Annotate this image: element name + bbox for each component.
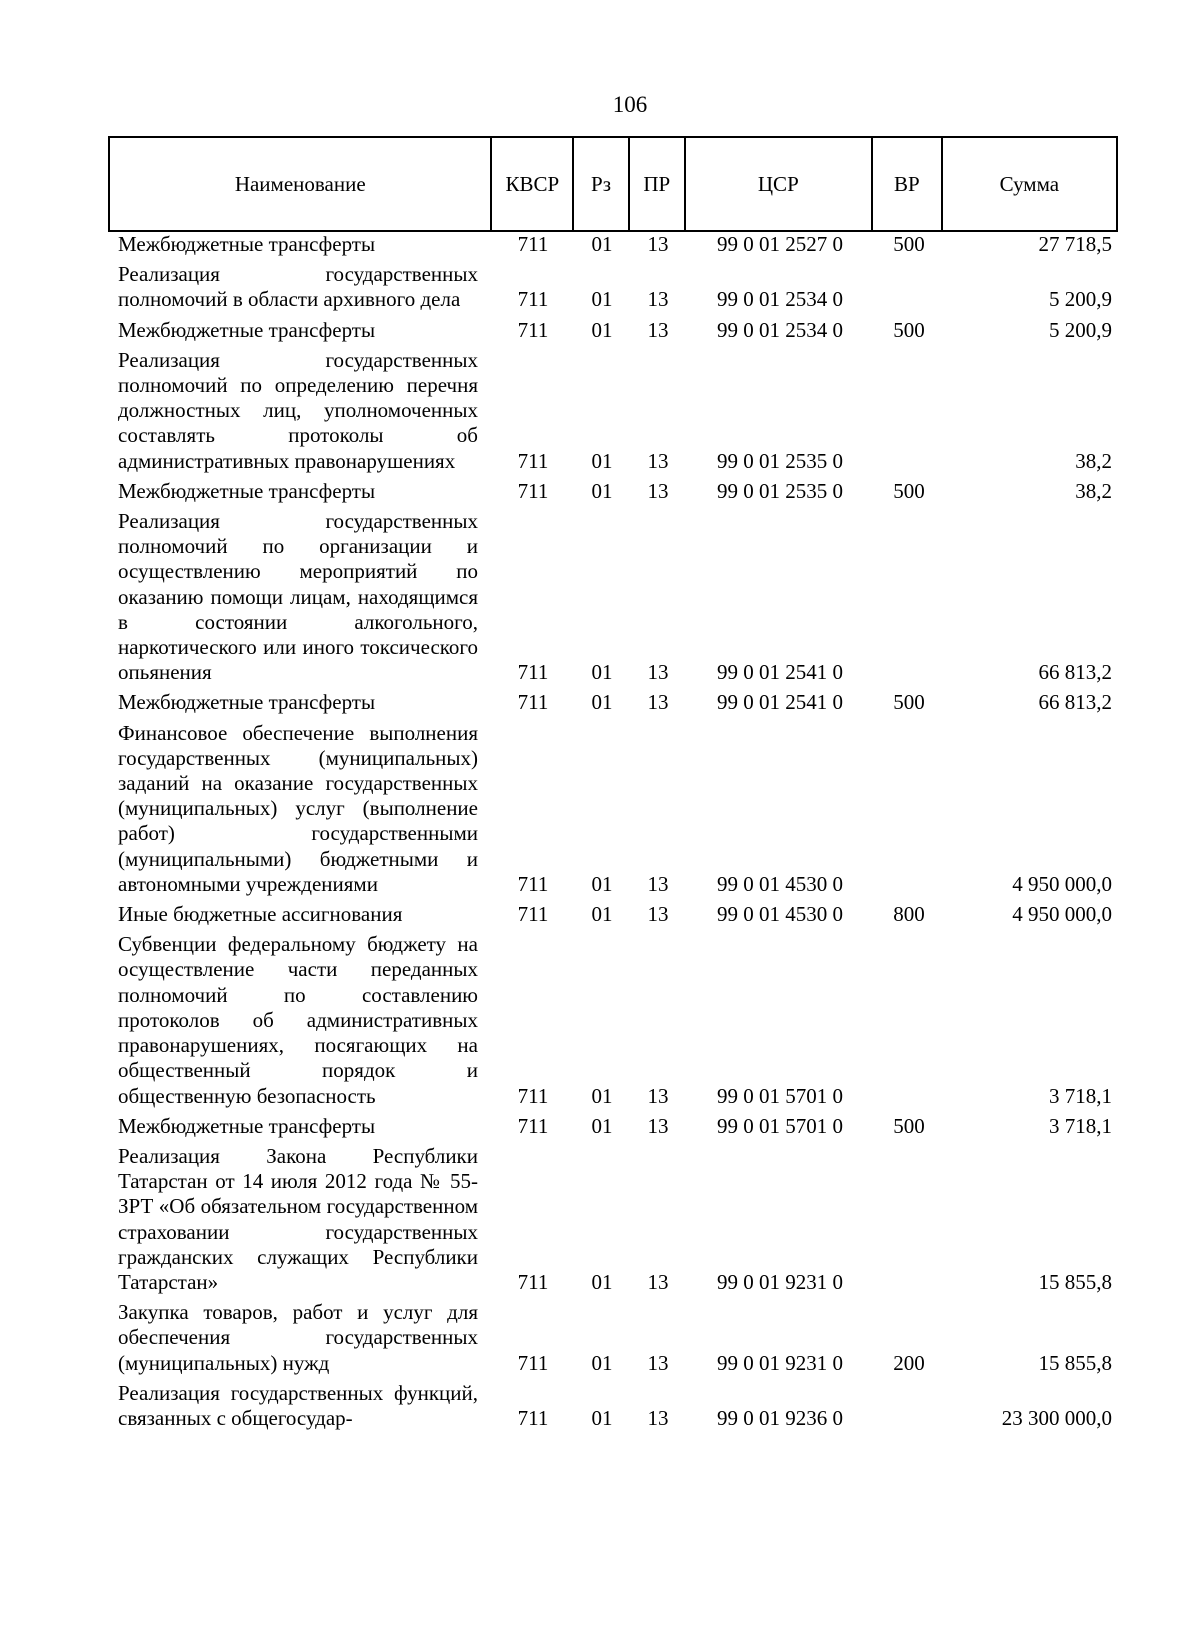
row-csr: 99 0 01 9231 0	[717, 1269, 843, 1294]
row-sum: 5 200,9	[1049, 287, 1112, 312]
row-csr: 99 0 01 4530 0	[717, 871, 843, 896]
row-sum: 15 855,8	[1038, 1269, 1112, 1294]
row-kvsr: 711	[517, 902, 549, 927]
row-rz: 01	[591, 317, 613, 342]
table-row	[108, 509, 1118, 690]
row-kvsr: 711	[517, 317, 549, 342]
row-rz: 01	[591, 871, 613, 896]
row-kvsr: 711	[517, 1405, 549, 1430]
table-row	[108, 721, 1118, 902]
row-vr: 500	[893, 478, 925, 503]
row-name: Межбюджетные трансферты	[118, 232, 376, 256]
row-csr: 99 0 01 9236 0	[717, 1405, 843, 1430]
row-name: Закупка товаров, работ и услуг для обеспечения государственных (муниципальных) нужд	[118, 1300, 478, 1375]
table-row	[108, 348, 1118, 479]
row-pr: 13	[647, 232, 669, 256]
row-kvsr: 711	[517, 660, 549, 685]
row-pr: 13	[647, 287, 669, 312]
header-kvsr: КВСР	[492, 138, 574, 230]
header-rz: Рз	[574, 138, 630, 230]
row-pr: 13	[647, 660, 669, 685]
table-header	[108, 136, 1118, 232]
row-kvsr: 711	[517, 232, 549, 256]
row-csr: 99 0 01 9231 0	[717, 1350, 843, 1375]
row-sum: 3 718,1	[1049, 1083, 1112, 1108]
row-csr: 99 0 01 2541 0	[717, 690, 843, 715]
row-vr: 500	[893, 690, 925, 715]
row-csr: 99 0 01 5701 0	[717, 1083, 843, 1108]
row-csr: 99 0 01 2535 0	[717, 478, 843, 503]
row-kvsr: 711	[517, 690, 549, 715]
row-vr: 500	[893, 232, 925, 256]
row-sum: 15 855,8	[1038, 1350, 1112, 1375]
row-name: Межбюджетные трансферты	[118, 690, 376, 715]
table-row	[108, 902, 1118, 932]
row-rz: 01	[591, 232, 613, 256]
row-vr: 800	[893, 902, 925, 927]
row-vr	[874, 1295, 944, 1300]
row-name: Межбюджетные трансферты	[118, 317, 376, 342]
row-pr: 13	[647, 871, 669, 896]
row-rz: 01	[591, 902, 613, 927]
header-sum: Сумма	[999, 171, 1060, 196]
row-sum: 66 813,2	[1038, 660, 1112, 685]
row-pr: 13	[647, 448, 669, 473]
row-pr: 13	[647, 1405, 669, 1430]
header-csr: ЦСР	[686, 138, 873, 230]
row-kvsr: 711	[517, 448, 549, 473]
row-sum: 66 813,2	[1038, 690, 1112, 715]
header-vr: ВР	[873, 138, 943, 230]
row-vr	[874, 1431, 944, 1436]
row-csr: 99 0 01 2534 0	[717, 317, 843, 342]
row-name: Межбюджетные трансферты	[118, 1113, 376, 1138]
row-csr: 99 0 01 2527 0	[717, 232, 843, 256]
row-rz: 01	[591, 287, 613, 312]
row-pr: 13	[647, 1113, 669, 1138]
table-row	[108, 262, 1118, 317]
row-pr: 13	[647, 478, 669, 503]
row-csr: 99 0 01 2534 0	[717, 287, 843, 312]
row-csr: 99 0 01 2541 0	[717, 660, 843, 685]
row-rz: 01	[591, 1083, 613, 1108]
row-name: Финансовое обеспечение выполнения государственных (муниципальных) заданий на оказание государственных (муниципальных) услуг (выполнение работ) государственными (муниципальными) бюджетными и автономными учреждениями	[118, 720, 478, 896]
row-csr: 99 0 01 4530 0	[717, 902, 843, 927]
row-sum: 5 200,9	[1049, 317, 1112, 342]
row-kvsr: 711	[517, 478, 549, 503]
row-name: Реализация государственных полномочий в области архивного дела	[118, 262, 478, 312]
row-rz: 01	[591, 448, 613, 473]
row-sum: 4 950 000,0	[1012, 902, 1112, 927]
row-name: Реализация Закона Республики Татарстан от 14 июля 2012 года № 55-ЗРТ «Об обязательном государственном страховании государственных гражданских служащих Республики Татарстан»	[118, 1143, 478, 1294]
row-rz: 01	[591, 660, 613, 685]
table-row	[108, 232, 1118, 262]
row-vr: 500	[893, 1113, 925, 1138]
table-row	[108, 1300, 1118, 1381]
row-rz: 01	[591, 1113, 613, 1138]
table-row	[108, 1381, 1118, 1436]
row-rz: 01	[591, 1350, 613, 1375]
row-name: Реализация государственных функций, связанных с общегосудар-	[118, 1380, 478, 1430]
table-row	[108, 318, 1118, 348]
table-body	[108, 232, 1118, 1436]
header-pr: ПР	[630, 138, 686, 230]
table-row	[108, 932, 1118, 1113]
table-row	[108, 479, 1118, 509]
row-kvsr: 711	[517, 287, 549, 312]
row-kvsr: 711	[517, 871, 549, 896]
row-sum: 3 718,1	[1049, 1113, 1112, 1138]
header-name: Наименование	[110, 138, 492, 230]
table-row	[108, 690, 1118, 720]
row-sum: 27 718,5	[1038, 232, 1112, 256]
row-name: Межбюджетные трансферты	[118, 478, 376, 503]
table-row	[108, 1114, 1118, 1144]
row-sum: 4 950 000,0	[1012, 871, 1112, 896]
row-pr: 13	[647, 317, 669, 342]
page-number: 106	[612, 92, 648, 117]
row-pr: 13	[647, 1269, 669, 1294]
row-kvsr: 711	[517, 1269, 549, 1294]
row-sum: 38,2	[1075, 448, 1112, 473]
row-name: Реализация государственных полномочий по определению перечня должностных лиц, уполномоченных составлять протоколы об административных правонарушениях	[118, 347, 478, 473]
row-pr: 13	[647, 1350, 669, 1375]
row-sum: 38,2	[1075, 478, 1112, 503]
row-vr: 500	[893, 317, 925, 342]
row-rz: 01	[591, 1269, 613, 1294]
row-vr: 200	[893, 1350, 925, 1375]
row-rz: 01	[591, 478, 613, 503]
row-kvsr: 711	[517, 1350, 549, 1375]
row-kvsr: 711	[517, 1113, 549, 1138]
row-pr: 13	[647, 690, 669, 715]
row-pr: 13	[647, 1083, 669, 1108]
row-csr: 99 0 01 5701 0	[717, 1113, 843, 1138]
row-pr: 13	[647, 902, 669, 927]
row-sum: 23 300 000,0	[1001, 1405, 1112, 1430]
row-name: Иные бюджетные ассигнования	[118, 902, 403, 927]
row-rz: 01	[591, 690, 613, 715]
row-kvsr: 711	[517, 1083, 549, 1108]
table-row	[108, 1144, 1118, 1300]
row-name: Субвенции федеральному бюджету на осуществление части переданных полномочий по составлению протоколов об административных правонарушениях, посягающих на общественный порядок и общественную безопасность	[118, 932, 478, 1108]
row-rz: 01	[591, 1405, 613, 1430]
row-name: Реализация государственных полномочий по организации и осуществлению мероприятий по оказанию помощи лицам, находящимся в состоянии алкогольного, наркотического или иного токсического опьянения	[118, 509, 478, 685]
row-csr: 99 0 01 2535 0	[717, 448, 843, 473]
